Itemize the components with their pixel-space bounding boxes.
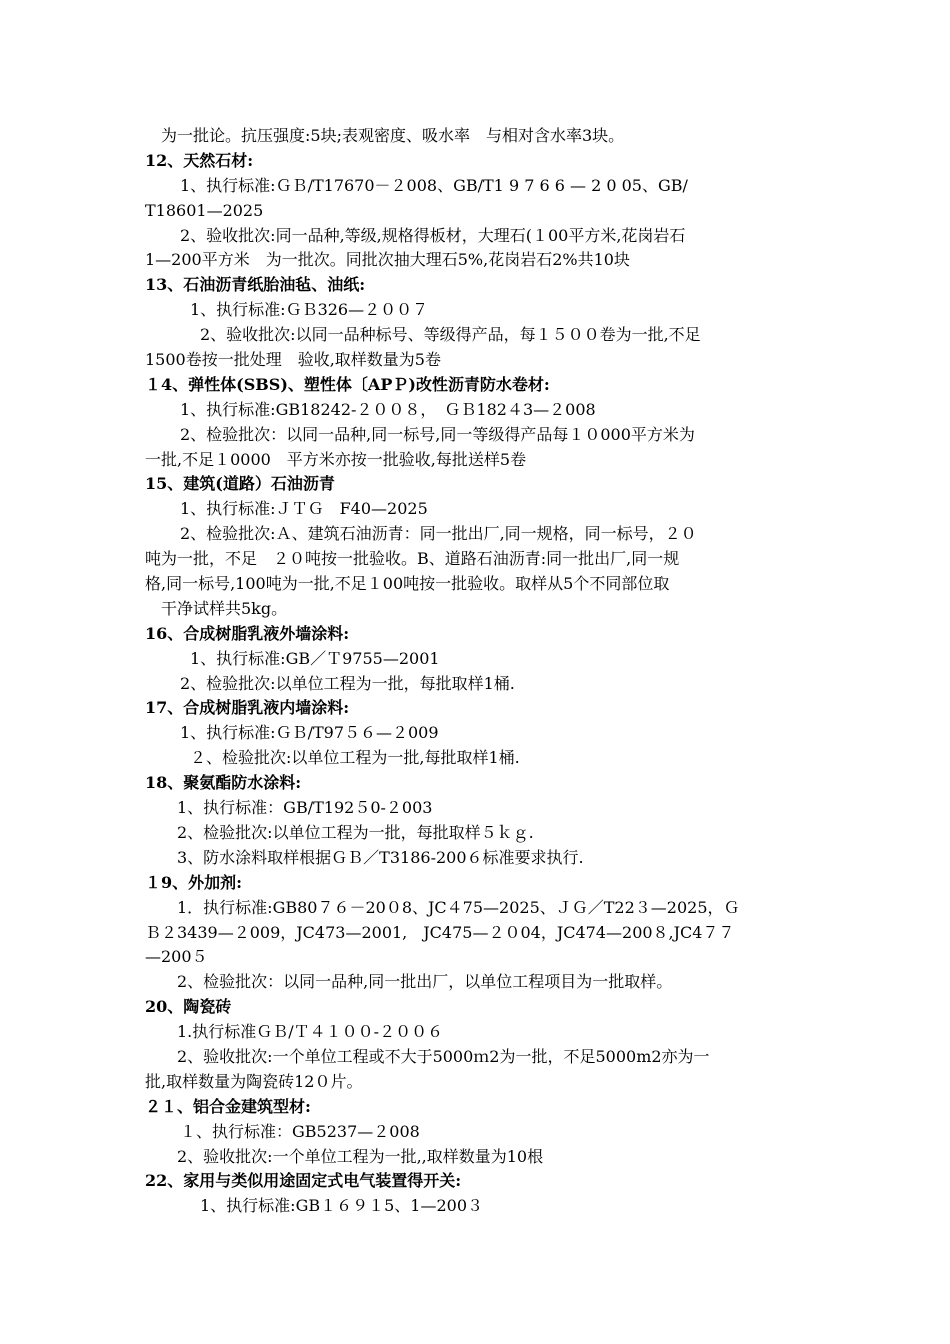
body-line: 1、执行标准:ＪＴＧ F40—2025 <box>180 499 428 519</box>
body-line: 2、检验批次：以同一品种,同一标号,同一等级得产品每１０000平方米为 <box>180 424 695 444</box>
body-line: 干净试样共5kg。 <box>161 598 288 618</box>
body-line: １、执行标准：GB5237—２008 <box>180 1121 420 1141</box>
body-line: 2、检验批次:以单位工程为一批，每批取样1桶. <box>180 673 515 693</box>
body-line: 一批,不足１0000 平方米亦按一批验收,每批送样5卷 <box>145 449 527 469</box>
section-heading: １4、弹性体(SBS)、塑性体〔APＰ)改性沥青防水卷材: <box>145 374 550 394</box>
section-heading: 20、陶瓷砖 <box>145 997 232 1017</box>
body-line: 3、防水涂料取样根据ＧＢ／T3186-200６标准要求执行. <box>161 847 584 867</box>
body-line: T18601—2025 <box>145 200 264 220</box>
body-line: 2、验收批次:一个单位工程为一批,,取样数量为10根 <box>161 1146 544 1166</box>
section-heading: 22、家用与类似用途固定式电气装置得开关: <box>145 1171 462 1191</box>
body-line: 批,取样数量为陶瓷砖12０片。 <box>145 1071 363 1091</box>
body-line: 1、执行标准：GB/T192５0-２003 <box>161 798 433 818</box>
document-body <box>145 124 815 1219</box>
body-line: 1、执行标准:GB／Ｔ9755—2001 <box>190 648 440 668</box>
body-line: 吨为一批，不足 ２０吨按一批验收。B、道路石油沥青:同一批出厂,同一规 <box>145 549 680 569</box>
section-heading: 15、建筑(道路）石油沥青 <box>145 474 335 494</box>
body-line: 格,同一标号,100吨为一批,不足１00吨按一批验收。取样从5个不同部位取 <box>145 574 670 594</box>
body-line: 2、检验批次:以单位工程为一批，每批取样５ｋｇ. <box>161 822 534 842</box>
body-line: 2、检验批次:Ａ、建筑石油沥青：同一批出厂,同一规格，同一标号，２０ <box>180 524 697 544</box>
body-line: 2、验收批次:一个单位工程或不大于5000ｍ2为一批，不足5000m2亦为一 <box>161 1046 710 1066</box>
body-line: Ｂ２3439—２009，JC473—2001, JC475—２０04，JC474—200８,JC4７７ <box>145 922 735 942</box>
section-heading: １9、外加剂: <box>145 872 243 892</box>
section-heading: 17、合成树脂乳液内墙涂料: <box>145 698 350 718</box>
body-line: 1、执行标准:GB18242-２００８， ＧＢ182４3—２008 <box>180 399 596 419</box>
section-heading: 12、天然石材: <box>145 150 254 170</box>
body-line: 2、验收批次:同一品种,等级,规格得板材，大理石(１00平方米,花岗岩石 <box>180 225 686 245</box>
section-heading: ２１、铝合金建筑型材: <box>145 1096 311 1116</box>
body-line: 1.执行标准ＧＢ/Ｔ４１００-２００６ <box>161 1022 444 1042</box>
section-heading: 13、石油沥青纸胎油毡、油纸: <box>145 275 366 295</box>
body-line: 1、执行标准:ＧＢ/T97５６—２009 <box>180 723 439 743</box>
body-line: 1500卷按一批处理 验收,取样数量为5卷 <box>145 350 441 370</box>
body-line: ２、检验批次:以单位工程为一批,每批取样1桶. <box>190 748 520 768</box>
section-heading: 16、合成树脂乳液外墙涂料: <box>145 623 350 643</box>
body-line: 1、执行标准:ＧＢ/T17670－２008、GB/T1 9 7 6 6 — 2 0 05、GB/ <box>180 175 688 195</box>
body-line: 1、执行标准:GB１６９１5、1—200３ <box>200 1196 484 1216</box>
body-line: 为一批论。抗压强度:5块;表观密度、吸水率 与相对含水率3块。 <box>161 126 625 145</box>
body-line: 2、检验批次：以同一品种,同一批出厂，以单位工程项目为一批取样。 <box>161 972 673 992</box>
body-line: 2、验收批次:以同一品种标号、等级得产品，每１５００卷为一批,不足 <box>200 325 701 345</box>
body-line: —200５ <box>145 947 208 967</box>
section-heading: 18、聚氨酯防水涂料: <box>145 773 302 793</box>
body-line: 1．执行标准:GB80７６－20０8、JC４75—2025、ＪＧ／T22３—2025，Ｇ <box>161 897 740 917</box>
body-line: 1、执行标准:ＧＢ326—２００７ <box>190 300 429 320</box>
body-line: 1—200平方米 为一批次。同批次抽大理石5%,花岗岩石2%共10块 <box>145 250 630 270</box>
